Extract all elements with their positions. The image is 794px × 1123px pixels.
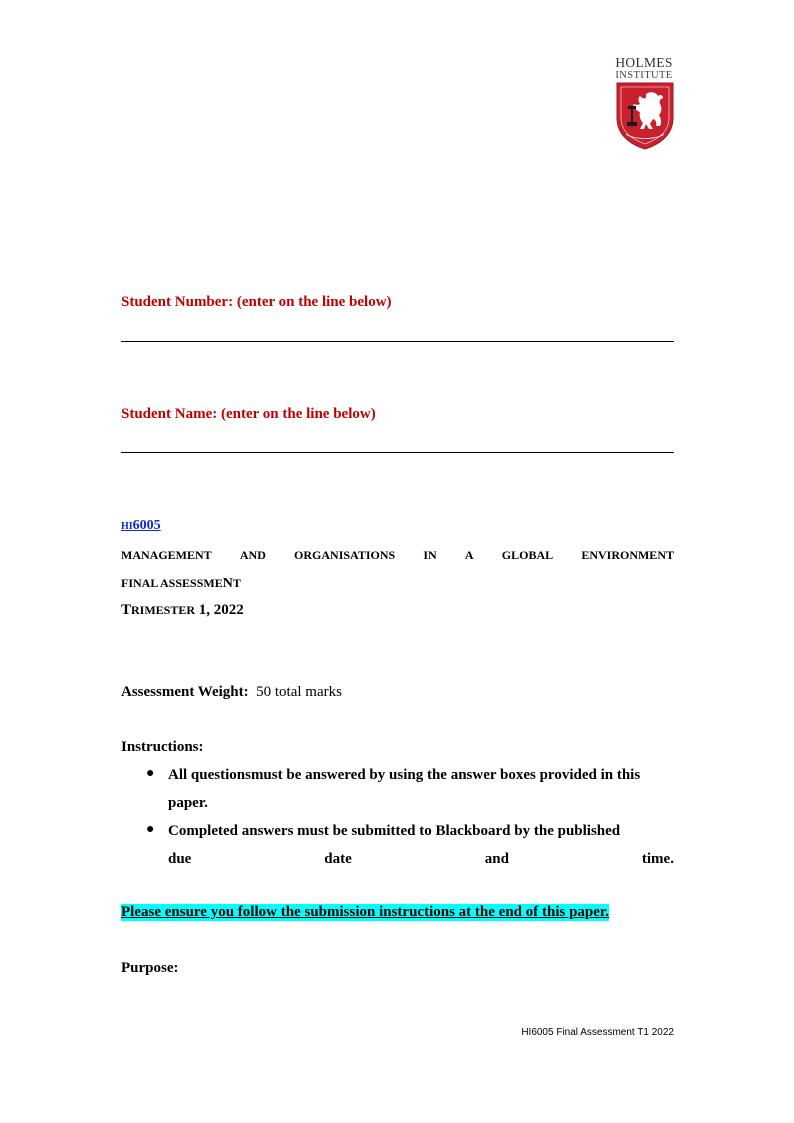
holmes-institute-logo <box>612 56 676 150</box>
course-title-word: GLOBAL <box>501 548 554 562</box>
logo-subtitle: INSTITUTE <box>615 70 673 81</box>
student-name-line[interactable] <box>121 452 674 453</box>
assessment-weight-label: Assessment Weight: <box>121 684 249 700</box>
course-code-prefix: HI <box>121 521 133 532</box>
griffin-shield-icon <box>616 82 674 150</box>
page-footer: HI6005 Final Assessment T1 2022 <box>521 1027 674 1038</box>
assessment-weight-value: 50 total marks <box>256 684 342 700</box>
final-assessment-part: N <box>222 576 233 591</box>
instruction-line: paper. <box>168 795 208 811</box>
instruction-word: and <box>484 851 509 867</box>
final-assessment-heading <box>121 576 241 592</box>
instruction-word: time. <box>641 851 674 867</box>
student-number-label: Student Number: (enter on the line below) <box>121 294 392 310</box>
submission-note: Please ensure you follow the submission instructions at the end of this paper. <box>121 904 609 920</box>
instruction-word: due <box>168 851 192 867</box>
instruction-item-1 <box>168 761 674 817</box>
final-assessment-part: T <box>232 576 241 590</box>
course-title-word: AND <box>239 548 266 562</box>
instructions-title: Instructions: <box>121 739 204 755</box>
instruction-item-2 <box>168 817 674 873</box>
course-title <box>121 548 674 563</box>
trimester-year: 1, 2022 <box>195 602 244 618</box>
course-title-word: ORGANISATIONS <box>294 548 396 562</box>
final-assessment-part: FINAL ASSESSME <box>121 576 223 590</box>
student-number-line[interactable] <box>121 341 674 342</box>
trimester-initial: T <box>121 602 132 618</box>
course-title-word: ENVIRONMENT <box>581 548 674 562</box>
course-title-word: A <box>464 548 474 562</box>
assessment-weight <box>121 684 342 701</box>
course-code-link[interactable] <box>121 518 161 534</box>
bullet-icon: ● <box>146 766 155 781</box>
trimester-heading <box>121 602 244 619</box>
course-title-word: MANAGEMENT <box>121 548 212 562</box>
student-name-label: Student Name: (enter on the line below) <box>121 406 376 422</box>
course-code-number: 6005 <box>132 518 161 533</box>
purpose-label: Purpose: <box>121 960 179 976</box>
instruction-line: Completed answers must be submitted to Blackboard by the published <box>168 823 621 839</box>
trimester-rest: RIMESTER <box>131 603 196 617</box>
instruction-word: date <box>324 851 352 867</box>
instruction-line-justified <box>168 845 674 873</box>
bullet-icon: ● <box>146 822 155 837</box>
logo-name: HOLMES <box>615 55 673 70</box>
instruction-line: All questionsmust be answered by using the answer boxes provided in this <box>168 767 641 783</box>
course-title-word: IN <box>423 548 437 562</box>
